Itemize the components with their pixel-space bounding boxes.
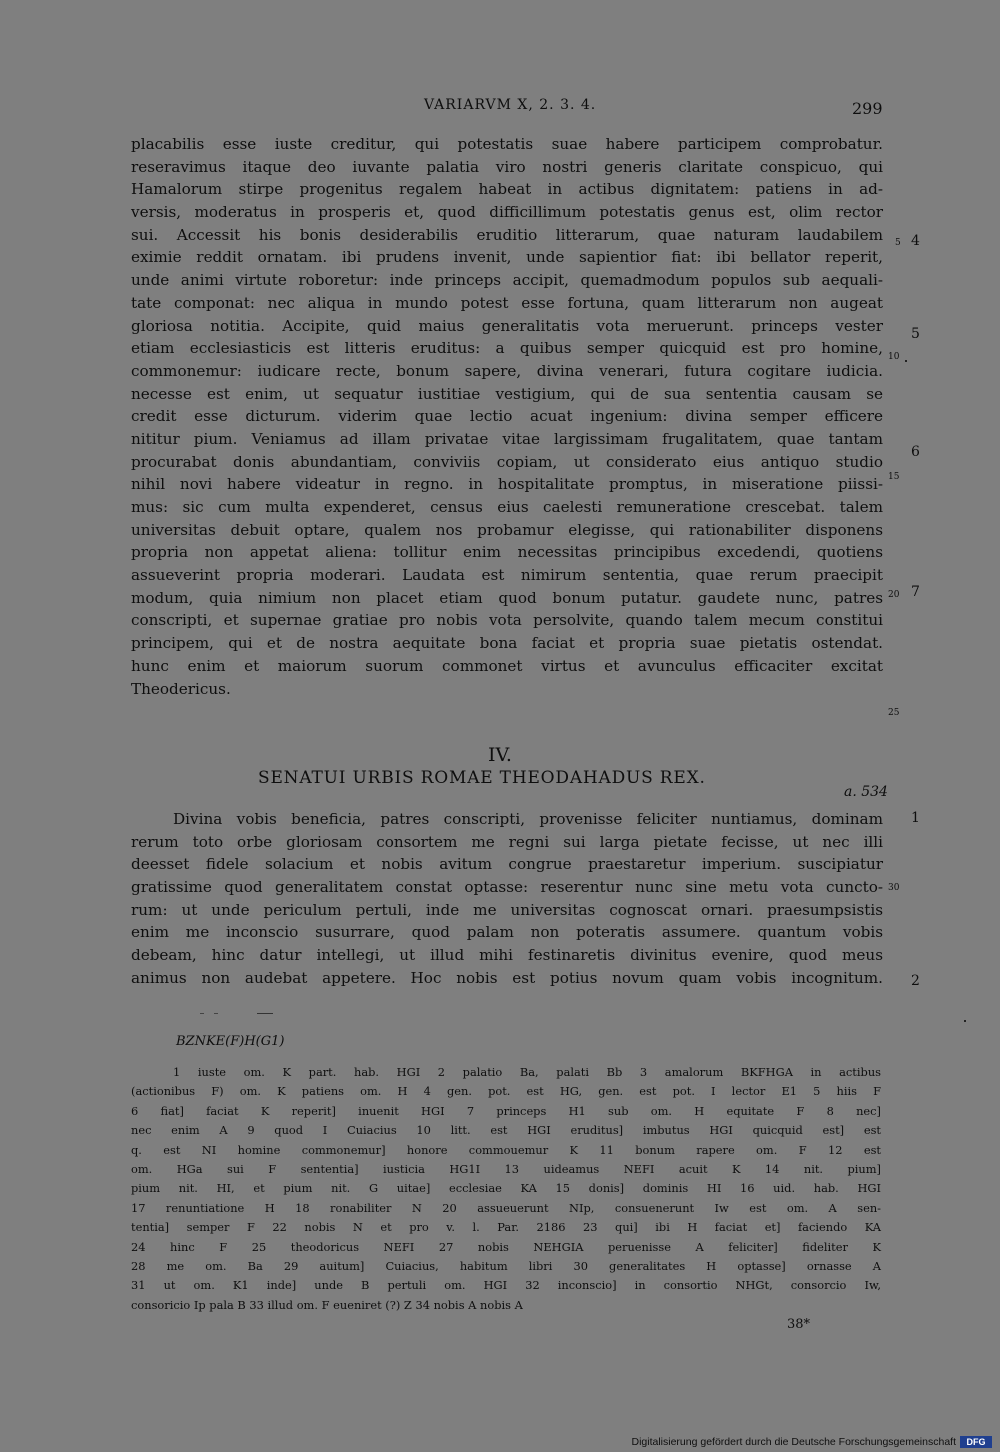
- separator-rule: [257, 1013, 273, 1014]
- text-line: eximie reddit ornatam. ibi prudens invenit, unde sapientior fiat: ibi bellator reperit,: [131, 248, 883, 267]
- text-line: rum: ut unde periculum pertuli, inde me universitas cognoscat ornari. praesumpsistis: [131, 900, 883, 919]
- apparatus-line: om. HGa sui F sententia] iusticia HG1I 13 uideamus NEFI acuit K 14 nit. pium]: [131, 1161, 881, 1176]
- section-date: a. 534: [844, 784, 888, 800]
- apparatus-line: (actionibus F) om. K patiens om. H 4 gen. pot. est HG, gen. est pot. I lector E1 5 hiis F: [131, 1084, 881, 1099]
- sheet-signature: 38*: [787, 1317, 811, 1332]
- scan-speck: [905, 360, 907, 362]
- running-title: VARIARVM X, 2. 3. 4.: [424, 97, 597, 113]
- text-line: gloriosa notitia. Accipite, quid maius generalitatis vota meruerunt. princeps vester: [131, 316, 883, 335]
- text-line: modum, quia nimium non placet etiam quod bonum putatur. gaudete nunc, patres: [131, 588, 883, 607]
- apparatus-line: 1 iuste om. K part. hab. HGI 2 palatio Ba, palati Bb 3 amalorum BKFHGA in actibus: [173, 1065, 881, 1079]
- paragraph-number: 7: [911, 584, 920, 600]
- text-line: Theodericus.: [131, 679, 231, 698]
- text-line: conscripti, et supernae gratiae pro nobis vota persolvite, quando talem mecum constitui: [131, 611, 883, 630]
- apparatus-line: 31 ut om. K1 inde] unde B pertuli om. HGI 32 inconscio] in consortio NHGt, consorcio Iw,: [131, 1278, 881, 1293]
- line-number: 20: [888, 590, 900, 600]
- letter-3-body: [131, 133, 883, 700]
- letter-4-body: [131, 808, 883, 990]
- line-number: 25: [888, 708, 900, 718]
- text-line: versis, moderatus in prosperis et, quod difficillimum potestatis genus est, olim rector: [131, 203, 883, 222]
- text-line: tate componat: nec aliqua in mundo potest esse fortuna, quam litterarum non augeat: [131, 293, 883, 312]
- text-line: nititur pium. Veniamus ad illam privatae vitae largissimam frugalitatem, quae tantam: [131, 429, 883, 448]
- paragraph-number: 1: [911, 810, 920, 826]
- text-line: mus: sic cum multa expenderet, census eius caelesti remuneratione crescebat. talem: [131, 498, 883, 516]
- line-number: 5: [895, 238, 901, 248]
- apparatus-line: q. est NI homine commonemur] honore commouemur K 11 bonum rapere om. F 12 est: [131, 1142, 881, 1157]
- text-line: placabilis esse iuste creditur, qui potestatis suae habere participem comprobatur.: [131, 135, 883, 153]
- text-line: animus non audebat appetere. Hoc nobis est potius novum quam vobis incognitum.: [131, 968, 883, 987]
- digitization-credit: Digitalisierung gefördert durch die Deutsche Forschungsgemeinschaft: [631, 1436, 956, 1448]
- text-line: rerum toto orbe gloriosam consortem me regni sui larga pietate fecisse, ut nec illi: [131, 832, 883, 851]
- text-line: hunc enim et maiorum suorum commonet virtus et avunculus efficaciter excitat: [131, 656, 883, 675]
- text-line: commonemur: iudicare recte, bonum sapere, divina venerari, futura cogitare iudicia.: [131, 361, 883, 380]
- text-line: propria non appetat aliena: tollitur enim necessitas principibus excedendi, quotiens: [131, 543, 883, 562]
- text-line: gratissime quod generalitatem constat optasse: reserentur nunc sine metu vota cuncto-: [131, 878, 883, 897]
- text-line: nihil novi habere videatur in regno. in hospitalitate promptus, in miseratione piissi-: [131, 475, 883, 494]
- paragraph-number: 2: [911, 973, 920, 989]
- apparatus-line: tentia] semper F 22 nobis N et pro v. l. Par. 2186 23 qui] ibi H faciat et] faciendo KA: [131, 1220, 881, 1235]
- text-line: debeam, hinc datur intellegi, ut illud mihi festinaretis divinitus evenire, quod meus: [131, 946, 883, 965]
- text-line: Divina vobis beneficia, patres conscripti, provenisse feliciter nuntiamus, dominam: [173, 810, 883, 828]
- text-line: deesset fidele solacium et nobis avitum congrue praestaretur imperium. suscipiatur: [131, 855, 883, 874]
- text-line: Hamalorum stirpe progenitus regalem habeat in actibus dignitatem: patiens in ad-: [131, 180, 883, 199]
- section-number: IV.: [488, 744, 512, 766]
- paragraph-number: 6: [911, 444, 920, 460]
- paragraph-number: 5: [911, 326, 920, 342]
- text-line: principem, qui et de nostra aequitate bona faciat et propria suae pietatis ostendat.: [131, 634, 883, 653]
- line-number: 30: [888, 883, 900, 893]
- paragraph-number: 4: [911, 233, 920, 249]
- apparatus-line: 6 fiat] faciat K reperit] inuenit HGI 7 princeps H1 sub om. H equitate F 8 nec]: [131, 1103, 881, 1118]
- text-line: necesse est enim, ut sequatur iustitiae vestigium, qui de sua sententia causam se: [131, 384, 883, 403]
- apparatus-line: 17 renuntiatione H 18 ronabiliter N 20 assueuerunt NIp, consuenerunt Iw est om. A sen-: [131, 1200, 881, 1215]
- critical-apparatus: [131, 1063, 881, 1315]
- apparatus-line: nec enim A 9 quod I Cuiacius 10 litt. est HGI eruditus] imbutus HGI quicquid est] est: [131, 1123, 881, 1138]
- line-number: 15: [888, 472, 900, 482]
- apparatus-line: 28 me om. Ba 29 auitum] Cuiacius, habitum libri 30 generalitates H optasse] ornasse A: [131, 1258, 881, 1273]
- text-line: etiam ecclesiasticis est litteris eruditus: a quibus semper quicquid est pro homine,: [131, 339, 883, 358]
- apparatus-line: pium nit. HI, et pium nit. G uitae] ecclesiae KA 15 donis] dominis HI 16 uid. hab. HGI: [131, 1181, 881, 1196]
- separator-mark: [200, 1013, 204, 1014]
- line-number: 10: [888, 352, 900, 362]
- section-title: SENATUI URBIS ROMAE THEODAHADUS REX.: [258, 768, 706, 788]
- text-line: assueverint propria moderari. Laudata est nimirum sententia, quae rerum praecipit: [131, 566, 883, 585]
- text-line: credit esse dicturum. viderim quae lectio acuat ingenium: divina semper efficere: [131, 407, 883, 426]
- page-number: 299: [852, 99, 883, 118]
- manuscript-sigla: BZNKE(F)H(G1): [176, 1034, 285, 1049]
- apparatus-line: consoricio Ip pala B 33 illud om. F eueniret (?) Z 34 nobis A nobis A: [131, 1297, 523, 1312]
- text-line: unde animi virtute roboretur: inde princeps accipit, quemadmodum populos sub aequali-: [131, 271, 883, 290]
- separator-mark: [214, 1013, 218, 1014]
- text-line: sui. Accessit his bonis desiderabilis eruditio litterarum, quae naturam laudabilem: [131, 225, 883, 244]
- text-line: enim me inconscio susurrare, quod palam non poteratis assumere. quantum vobis: [131, 923, 883, 942]
- text-line: reseravimus itaque deo iuvante palatia viro nostri generis claritate conspicuo, qui: [131, 157, 883, 176]
- text-line: procurabat donis abundantiam, conviviis copiam, ut considerato eius antiquo studio: [131, 452, 883, 471]
- text-line: universitas debuit optare, qualem nos probamur elegisse, qui rationabiliter disponens: [131, 520, 883, 539]
- dfg-logo: DFG: [960, 1436, 992, 1448]
- scan-speck: [964, 1020, 966, 1022]
- apparatus-line: 24 hinc F 25 theodoricus NEFI 27 nobis NEHGIA peruenisse A feliciter] fideliter K: [131, 1239, 881, 1254]
